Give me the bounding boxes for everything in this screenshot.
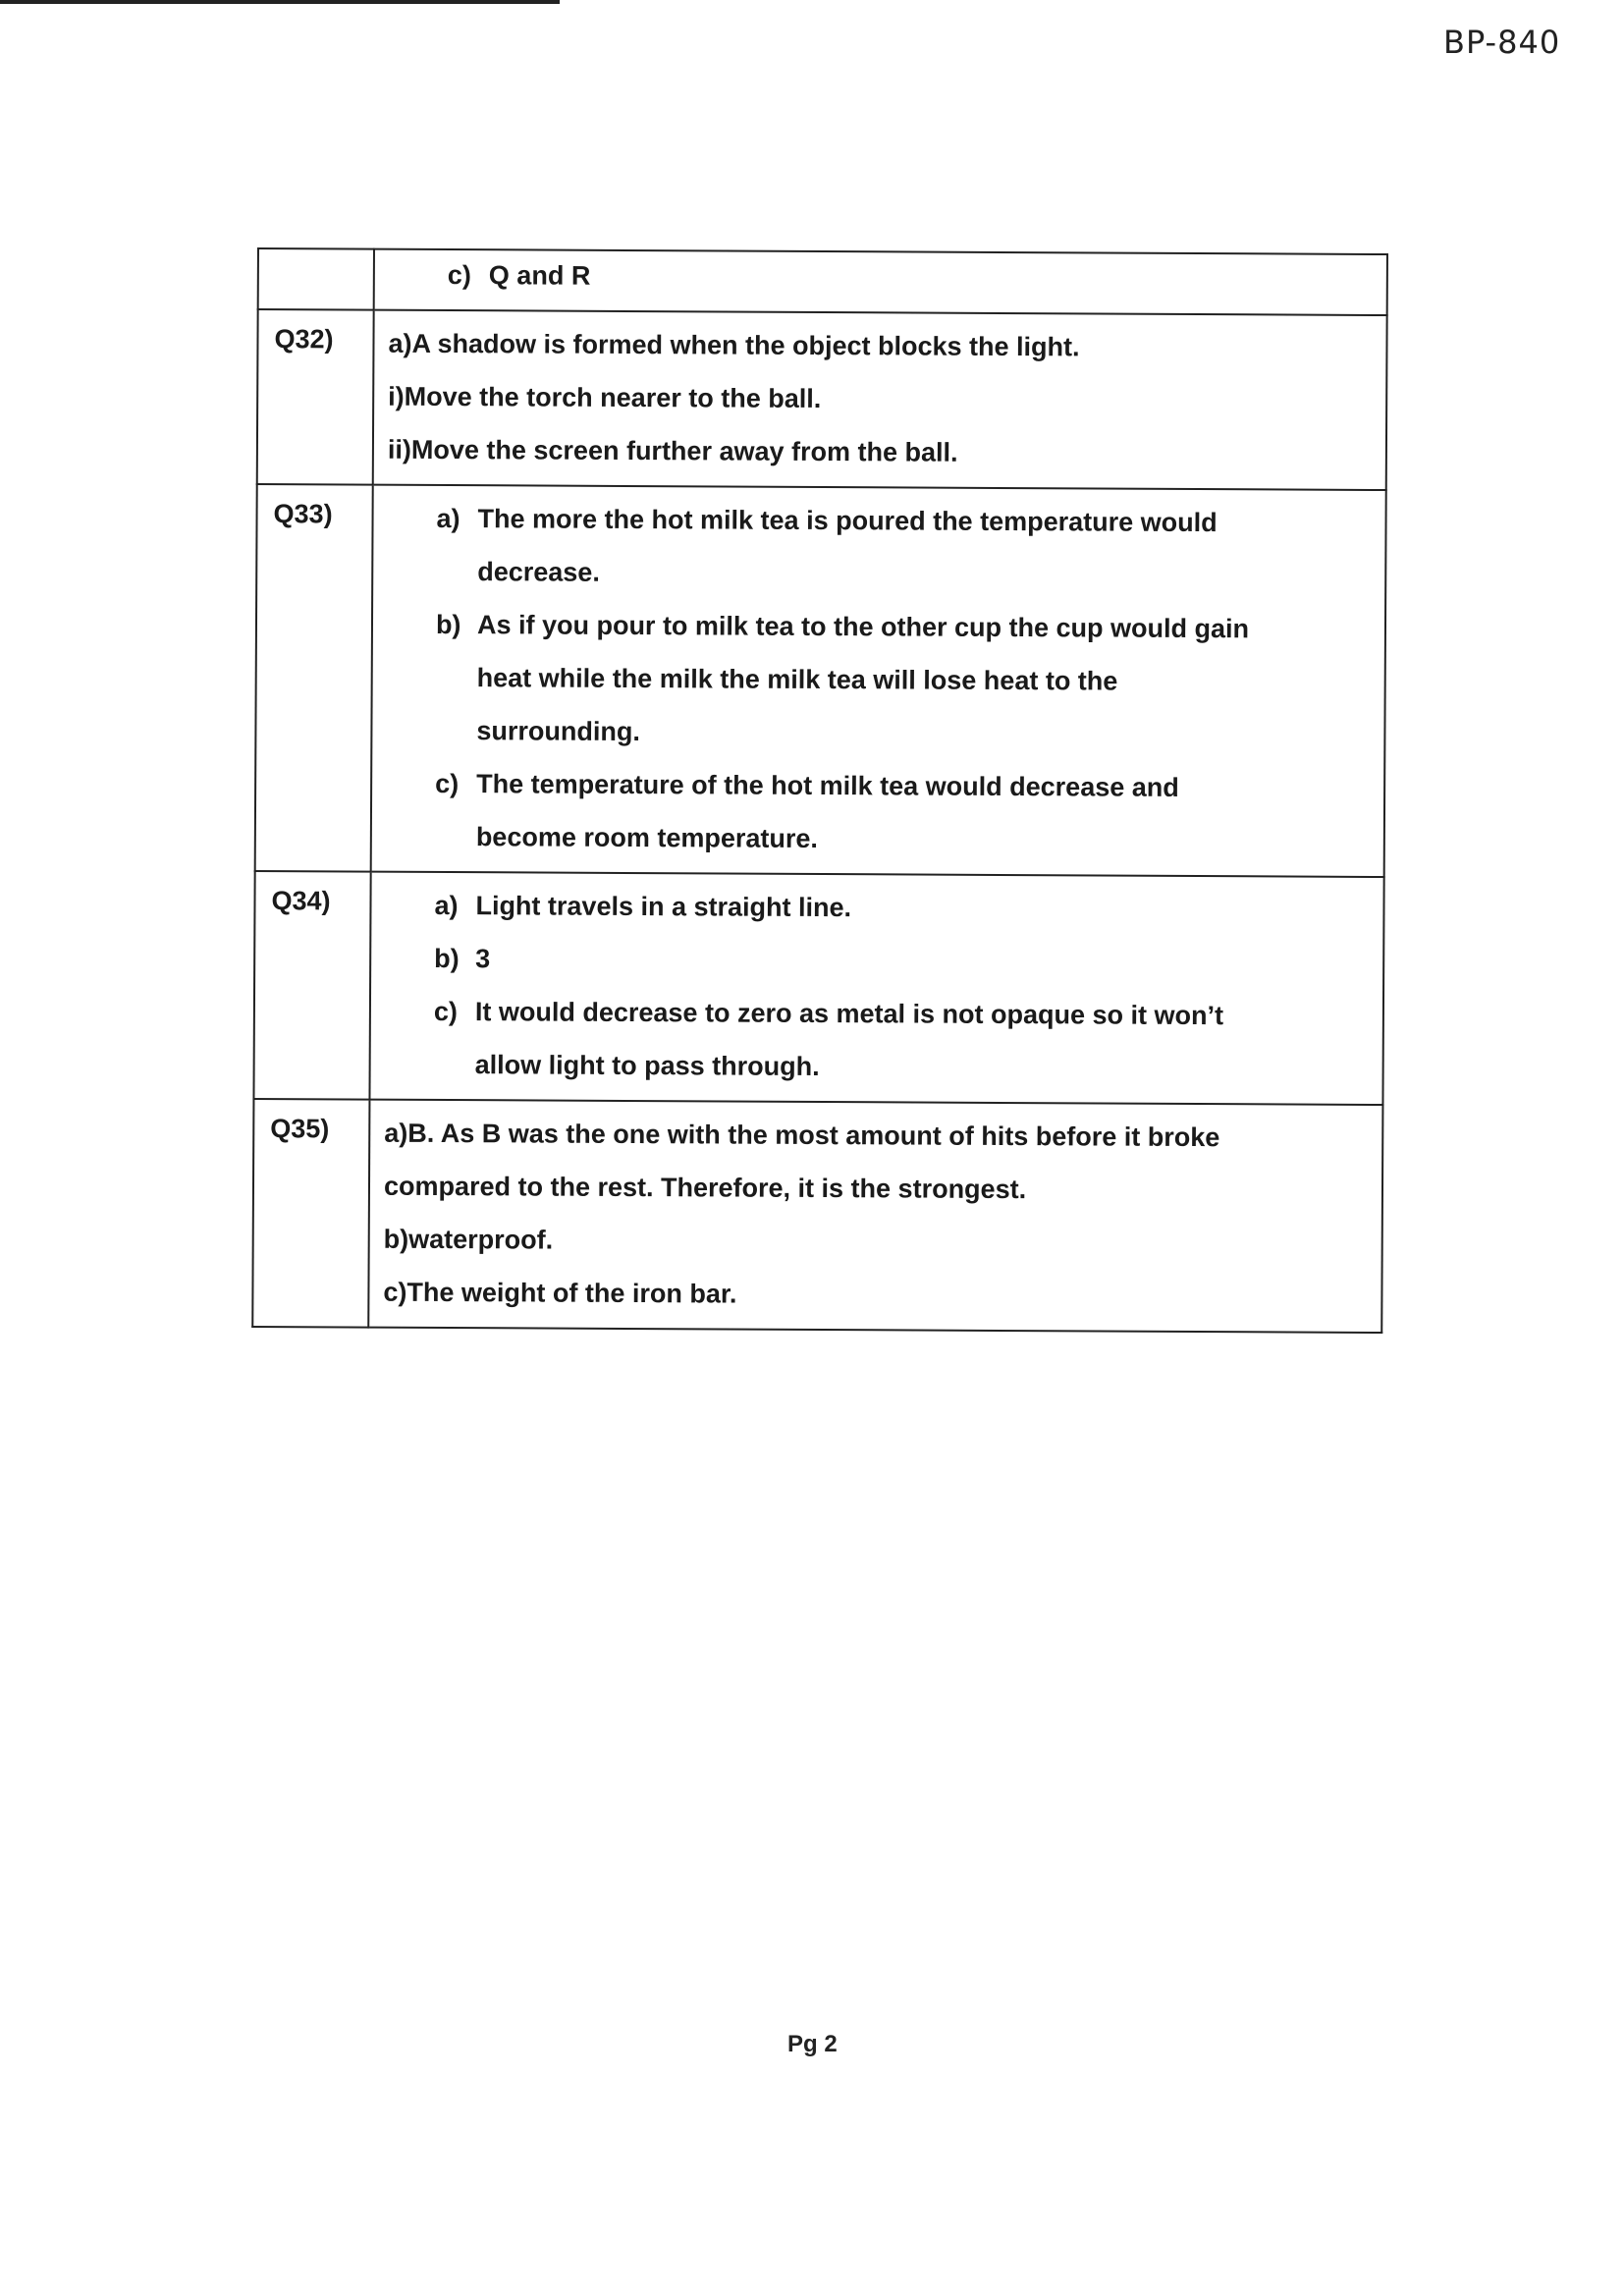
answer-item bbox=[385, 879, 1369, 937]
answer-line: c)The weight of the iron bar. bbox=[383, 1277, 737, 1309]
question-number-cell: Q35) bbox=[252, 1099, 369, 1328]
question-number-cell: Q34) bbox=[253, 871, 370, 1100]
answer-line: ii)Move the screen further away from the ball. bbox=[387, 434, 958, 467]
answer-line: b)waterproof. bbox=[383, 1224, 554, 1255]
item-continuation: allow light to pass through. bbox=[474, 1050, 820, 1082]
answer-cell bbox=[373, 310, 1387, 490]
item-marker: c) bbox=[433, 996, 459, 1027]
answer-line: compared to the rest. Therefore, it is the strongest. bbox=[383, 1171, 1027, 1205]
item-text: Q and R bbox=[488, 260, 591, 291]
item-continuation: heat while the milk the milk tea will lose heat to the bbox=[476, 663, 1118, 696]
item-marker: c) bbox=[447, 260, 471, 291]
answer-item bbox=[387, 492, 1371, 550]
item-text: As if you pour to milk tea to the other cup the cup would gain bbox=[476, 610, 1250, 644]
item-text: Light travels in a straight line. bbox=[475, 891, 852, 923]
item-text: The temperature of the hot milk tea would decrease and bbox=[476, 769, 1179, 802]
item-continuation: surrounding. bbox=[476, 716, 640, 747]
answer-line: a)B. As B was the one with the most amount of hits before it broke bbox=[384, 1118, 1220, 1153]
item-marker: a) bbox=[434, 890, 459, 921]
answer-item bbox=[389, 252, 1373, 302]
table-row bbox=[255, 484, 1386, 877]
item-marker: b) bbox=[434, 943, 460, 974]
top-rule bbox=[0, 0, 560, 4]
question-number-cell: Q32) bbox=[257, 309, 374, 485]
item-text: It would decrease to zero as metal is not opaque so it won’t bbox=[474, 997, 1224, 1031]
item-text: 3 bbox=[475, 944, 491, 974]
item-marker: b) bbox=[435, 609, 461, 640]
item-continuation: decrease. bbox=[477, 557, 600, 587]
answer-cell bbox=[369, 872, 1383, 1105]
answer-line: i)Move the torch nearer to the ball. bbox=[388, 381, 822, 414]
document-code: BP-840 bbox=[1443, 24, 1561, 61]
answer-line: a)A shadow is formed when the object blocks the light. bbox=[388, 328, 1080, 362]
table-row bbox=[257, 309, 1387, 490]
table-row bbox=[253, 871, 1383, 1105]
table-row bbox=[252, 1099, 1382, 1333]
page-number: Pg 2 bbox=[787, 2031, 838, 2057]
answer-cell bbox=[371, 485, 1386, 877]
question-number-cell: Q33) bbox=[255, 484, 373, 872]
question-number-cell bbox=[258, 248, 374, 310]
answer-table bbox=[251, 247, 1388, 1334]
item-continuation: become room temperature. bbox=[475, 822, 819, 853]
answer-item bbox=[387, 598, 1371, 656]
answer-cell bbox=[368, 1100, 1382, 1333]
answer-item bbox=[385, 932, 1369, 990]
item-text: The more the hot milk tea is poured the temperature would bbox=[477, 504, 1218, 538]
answer-cell bbox=[374, 249, 1387, 315]
answer-item bbox=[385, 985, 1369, 1043]
answer-item bbox=[386, 757, 1370, 815]
table-row bbox=[258, 248, 1387, 315]
item-marker: a) bbox=[436, 503, 460, 534]
item-marker: c) bbox=[435, 768, 460, 799]
